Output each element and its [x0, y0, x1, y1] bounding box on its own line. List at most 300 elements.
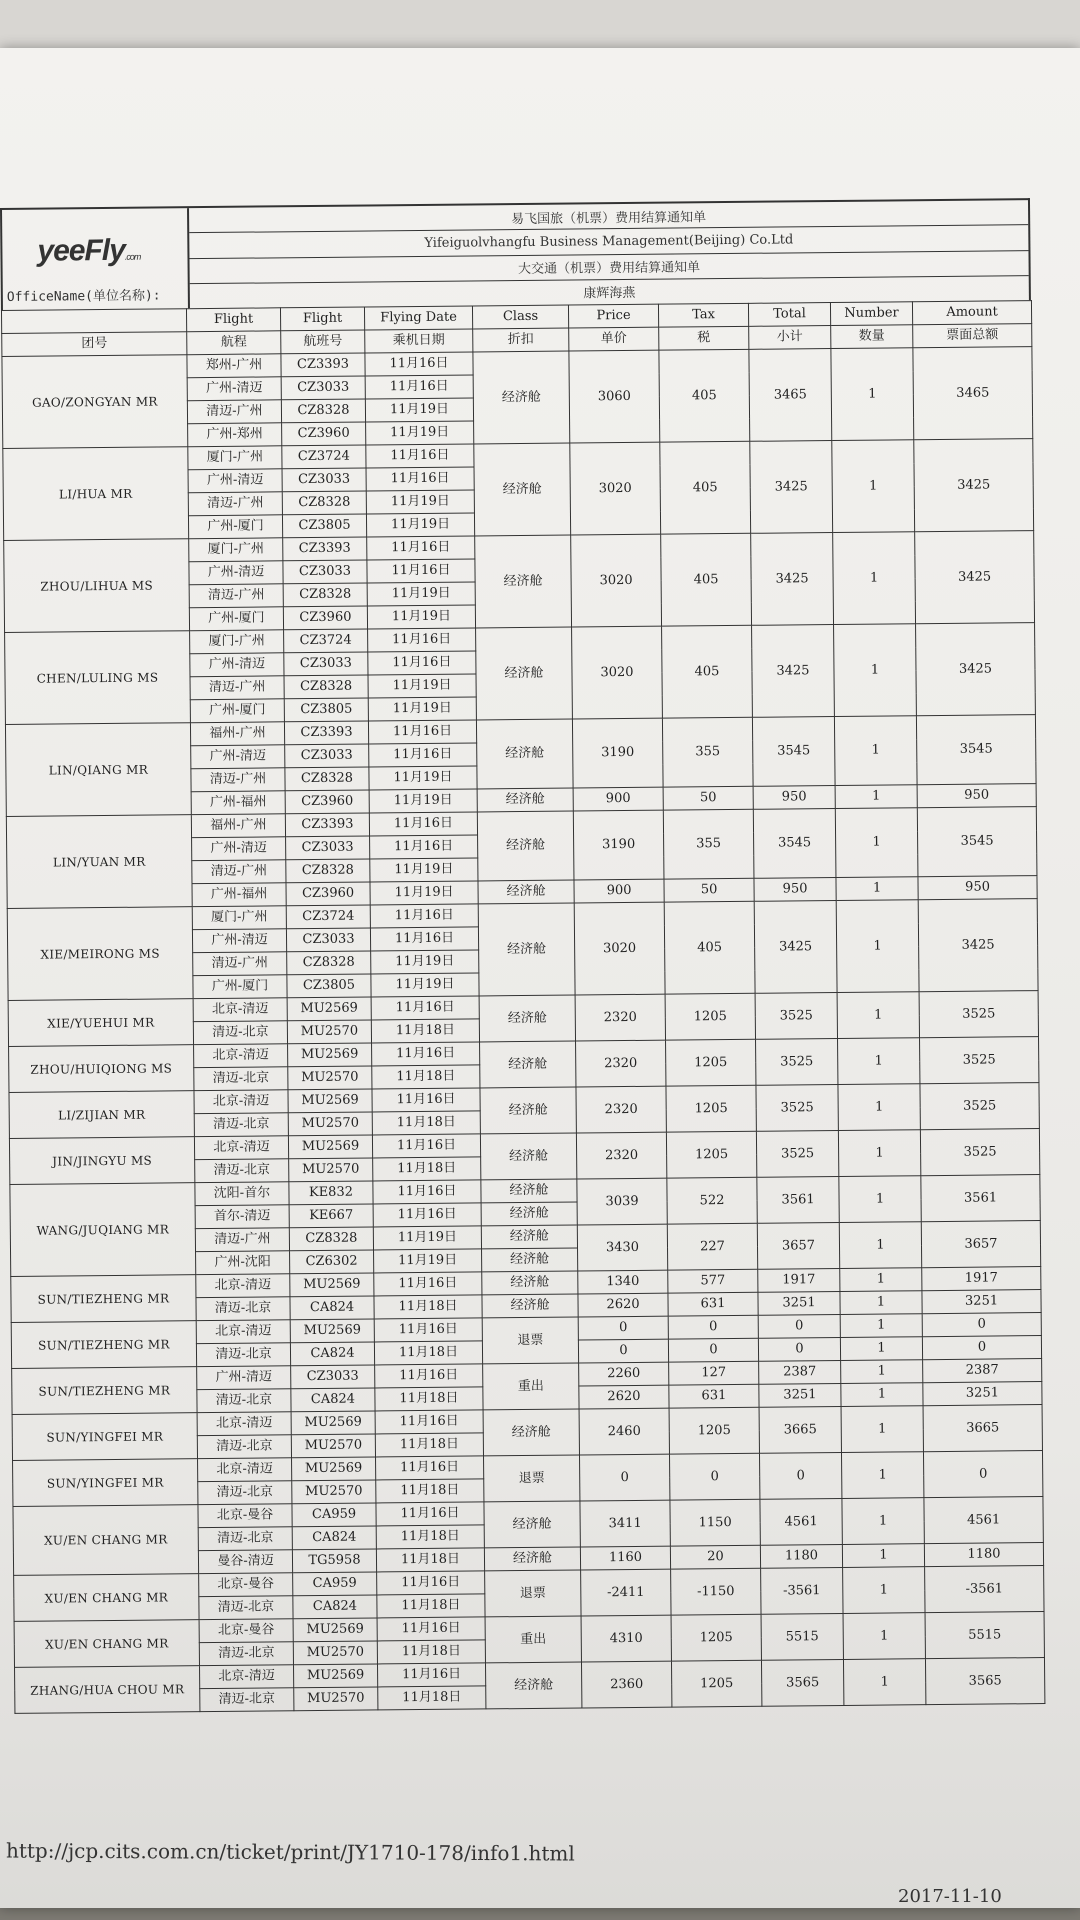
flying-date: 11月16日 — [371, 996, 479, 1020]
flying-date: 11月16日 — [370, 927, 478, 951]
flight-route: 广州-厦门 — [188, 515, 282, 539]
flight-number: MU2569 — [290, 1273, 374, 1297]
flying-date: 11月16日 — [365, 375, 473, 399]
fare-amount: 3525 — [920, 1037, 1039, 1084]
column-header-en: Flying Date — [364, 306, 472, 330]
flight-number: CZ3805 — [282, 514, 366, 538]
passenger-name: SUN/TIEZHENG MR — [12, 1367, 197, 1415]
fare-total: 3561 — [757, 1176, 839, 1223]
flight-number: CZ3393 — [283, 537, 367, 561]
flight-number: MU2570 — [288, 1066, 372, 1090]
flying-date: 11月18日 — [377, 1640, 485, 1664]
flight-route: 广州-福州 — [192, 883, 286, 907]
office-name: 康辉海燕 — [583, 286, 636, 302]
flight-number: CZ6302 — [290, 1250, 374, 1274]
fare-amount: -3561 — [925, 1566, 1044, 1613]
flight-route: 北京-清迈 — [193, 998, 287, 1022]
column-header-en — [1, 309, 186, 334]
fare-price: -2411 — [581, 1569, 671, 1616]
column-header-en: Price — [568, 304, 658, 328]
flight-route: 清迈-广州 — [193, 952, 287, 976]
passenger-name: SUN/YINGFEI MR — [13, 1459, 198, 1507]
fare-tax: 227 — [667, 1223, 757, 1270]
flying-date: 11月16日 — [376, 1502, 484, 1526]
flying-date: 11月16日 — [372, 1042, 480, 1066]
fare-amount: 3425 — [916, 623, 1036, 716]
column-header-cn: 航程 — [187, 331, 281, 355]
flight-route: 清迈-北京 — [200, 1688, 294, 1712]
fare-class: 经济舱 — [477, 811, 574, 881]
fare-class: 经济舱 — [482, 1248, 578, 1272]
flight-route: 北京-清迈 — [194, 1044, 288, 1068]
fare-class: 经济舱 — [483, 1409, 579, 1456]
fare-class: 经济舱 — [476, 627, 573, 720]
flight-number: MU2570 — [292, 1480, 376, 1504]
flying-date: 11月19日 — [369, 789, 477, 813]
column-header-cn: 数量 — [831, 325, 913, 349]
fare-total: 3251 — [759, 1383, 841, 1407]
settlement-table — [1, 300, 1045, 1714]
column-header-en: Amount — [912, 301, 1031, 325]
flight-route: 北京-清迈 — [197, 1412, 291, 1436]
fare-class: 退票 — [485, 1570, 581, 1617]
column-header-en: Class — [472, 305, 568, 329]
fare-class: 退票 — [484, 1455, 580, 1502]
flying-date: 11月18日 — [375, 1433, 483, 1457]
passenger-name: XU/EN CHANG MR — [13, 1505, 199, 1576]
flight-route: 清迈-北京 — [197, 1435, 291, 1459]
flight-number: MU2569 — [291, 1411, 375, 1435]
flight-route: 清迈-北京 — [199, 1642, 293, 1666]
flight-number: CZ3033 — [286, 928, 370, 952]
fare-price: 3020 — [570, 442, 661, 535]
document-page — [0, 48, 1080, 1908]
fare-total: 3665 — [759, 1406, 841, 1453]
flight-number: CZ8328 — [285, 767, 369, 791]
flying-date: 11月16日 — [370, 904, 478, 928]
flying-date: 11月16日 — [368, 651, 476, 675]
column-header-en: Tax — [658, 303, 748, 327]
flight-route: 厦门-广州 — [190, 630, 284, 654]
fare-class: 经济舱 — [484, 1547, 580, 1571]
fare-total: 3425 — [752, 625, 835, 718]
flying-date: 11月19日 — [367, 605, 475, 629]
fare-tax: 355 — [663, 809, 754, 879]
fare-tax: 1205 — [666, 1131, 756, 1178]
fare-number: 1 — [837, 992, 919, 1039]
flight-route: 北京-清迈 — [196, 1274, 290, 1298]
flying-date: 11月19日 — [366, 513, 474, 537]
fare-price: 2320 — [576, 1040, 666, 1087]
flying-date: 11月16日 — [374, 1272, 482, 1296]
settlement-sheet — [0, 198, 1044, 1714]
fare-number: 1 — [836, 877, 918, 901]
flight-route: 广州-郑州 — [188, 423, 282, 447]
flight-number: CA824 — [292, 1526, 376, 1550]
fare-number: 1 — [840, 1314, 922, 1338]
passenger-name: SUN/TIEZHENG MR — [11, 1275, 196, 1323]
column-header-cn: 票面总额 — [913, 324, 1032, 348]
flight-number: MU2569 — [293, 1664, 377, 1688]
flight-route: 清迈-北京 — [196, 1343, 290, 1367]
flying-date: 11月18日 — [376, 1479, 484, 1503]
flying-date: 11月19日 — [369, 766, 477, 790]
fare-amount: 3425 — [915, 531, 1035, 624]
flight-number: CZ8328 — [287, 951, 371, 975]
flying-date: 11月19日 — [367, 582, 475, 606]
fare-tax: 405 — [660, 441, 751, 534]
flying-date: 11月18日 — [375, 1387, 483, 1411]
fare-class: 经济舱 — [477, 788, 573, 812]
flying-date: 11月16日 — [375, 1410, 483, 1434]
flight-route: 清迈-北京 — [198, 1527, 292, 1551]
fare-price: 0 — [578, 1339, 668, 1363]
fare-number: 1 — [840, 1268, 922, 1292]
fare-number: 1 — [838, 1084, 920, 1131]
flight-number: CZ3960 — [283, 606, 367, 630]
fare-number: 1 — [836, 900, 919, 993]
fare-price: 3020 — [574, 902, 665, 995]
flying-date: 11月18日 — [376, 1548, 484, 1572]
fare-number: 1 — [831, 348, 914, 441]
flight-route: 清迈-广州 — [195, 1228, 289, 1252]
fare-amount: 4561 — [924, 1497, 1043, 1544]
passenger-name: SUN/TIEZHENG MR — [11, 1321, 196, 1369]
fare-total: -3561 — [761, 1567, 843, 1614]
fare-total: 950 — [754, 878, 836, 902]
fare-total: 3545 — [752, 717, 835, 787]
flight-number: MU2570 — [289, 1158, 373, 1182]
flight-route: 厦门-广州 — [188, 446, 282, 470]
fare-class: 重出 — [485, 1616, 581, 1663]
flying-date: 11月16日 — [367, 536, 475, 560]
flight-number: CZ3033 — [285, 744, 369, 768]
fare-number: 1 — [838, 1130, 920, 1177]
fare-total: 1180 — [760, 1544, 842, 1568]
fare-amount: 3545 — [917, 807, 1037, 877]
flying-date: 11月18日 — [371, 1019, 479, 1043]
fare-price: 0 — [579, 1454, 669, 1501]
flight-route: 广州-清迈 — [189, 561, 283, 585]
fare-class: 经济舱 — [475, 535, 572, 628]
fare-tax: 405 — [661, 533, 752, 626]
fare-total: 3251 — [758, 1291, 840, 1315]
flight-number: CZ8328 — [281, 399, 365, 423]
flight-route: 福州-广州 — [190, 722, 284, 746]
flight-number: CZ8328 — [289, 1227, 373, 1251]
column-header-cn: 折扣 — [473, 328, 569, 352]
fare-number: 1 — [838, 1038, 920, 1085]
fare-amount: 3251 — [923, 1382, 1042, 1406]
flying-date: 11月18日 — [374, 1295, 482, 1319]
fare-amount: 3425 — [918, 899, 1038, 992]
fare-price: 3020 — [572, 626, 663, 719]
fare-amount: 950 — [918, 876, 1037, 900]
flight-route: 福州-广州 — [191, 814, 285, 838]
fare-tax: 1205 — [671, 1614, 761, 1661]
column-header-cn: 乘机日期 — [365, 329, 473, 353]
flight-number: MU2569 — [288, 1089, 372, 1113]
passenger-name: ZHANG/HUA CHOU MR — [15, 1666, 200, 1714]
fare-total: 3565 — [761, 1659, 843, 1706]
fare-tax: 405 — [659, 349, 750, 442]
fare-total: 3425 — [754, 901, 837, 994]
flight-number: CZ3393 — [281, 353, 365, 377]
flight-number: KE832 — [289, 1181, 373, 1205]
column-header-en: Flight — [280, 307, 364, 331]
fare-price: 2320 — [576, 1086, 666, 1133]
fare-price: 2320 — [575, 994, 665, 1041]
fare-total: 3525 — [756, 1084, 838, 1131]
flight-number: CZ3393 — [285, 813, 369, 837]
flight-number: CA824 — [293, 1595, 377, 1619]
flying-date: 11月16日 — [373, 1203, 481, 1227]
fare-price: 2360 — [581, 1661, 671, 1708]
fare-price: 3190 — [573, 810, 664, 880]
fare-tax: 1205 — [666, 1039, 756, 1086]
flying-date: 11月19日 — [365, 398, 473, 422]
flight-route: 广州-清迈 — [187, 377, 281, 401]
flying-date: 11月16日 — [367, 559, 475, 583]
flight-route: 广州-清迈 — [197, 1366, 291, 1390]
flight-number: MU2569 — [288, 1135, 372, 1159]
flying-date: 11月19日 — [366, 421, 474, 445]
passenger-name: XU/EN CHANG MR — [14, 1574, 199, 1622]
fare-tax: 1205 — [671, 1660, 761, 1707]
fare-number: 1 — [834, 624, 917, 717]
flying-date: 11月16日 — [368, 628, 476, 652]
logo-cell — [2, 208, 190, 310]
flying-date: 11月16日 — [369, 812, 477, 836]
flight-route: 广州-厦门 — [193, 975, 287, 999]
passenger-name: LIN/QIANG MR — [5, 723, 191, 817]
fare-price: 4310 — [581, 1615, 671, 1662]
flying-date: 11月19日 — [368, 697, 476, 721]
flight-number: CA824 — [291, 1388, 375, 1412]
column-header-cn: 单价 — [569, 327, 659, 351]
fare-number: 1 — [833, 532, 916, 625]
fare-number: 1 — [839, 1176, 921, 1223]
fare-amount: 3525 — [920, 1129, 1039, 1176]
fare-class: 经济舱 — [481, 1202, 577, 1226]
fare-tax: 1205 — [669, 1407, 759, 1454]
fare-class: 经济舱 — [482, 1271, 578, 1295]
footer-url: http://jcp.cits.com.cn/ticket/print/JY1710-178/info1.html — [5, 1838, 575, 1866]
fare-class: 经济舱 — [484, 1501, 580, 1548]
flight-route: 广州-厦门 — [190, 699, 284, 723]
flying-date: 11月16日 — [370, 835, 478, 859]
fare-price: 2320 — [576, 1132, 666, 1179]
fare-price: 2620 — [579, 1385, 669, 1409]
fare-number: 1 — [841, 1406, 923, 1453]
flying-date: 11月19日 — [368, 674, 476, 698]
flight-number: CZ3033 — [282, 468, 366, 492]
flight-number: MU2570 — [294, 1687, 378, 1711]
flight-number: MU2569 — [293, 1618, 377, 1642]
flying-date: 11月16日 — [366, 467, 474, 491]
flight-route: 清迈-广州 — [188, 492, 282, 516]
fare-number: 1 — [840, 1291, 922, 1315]
flight-route: 广州-清迈 — [190, 653, 284, 677]
column-header-en: Number — [830, 302, 912, 326]
flight-route: 厦门-广州 — [192, 906, 286, 930]
fare-class: 重出 — [483, 1363, 579, 1410]
passenger-name: XIE/MEIRONG MS — [7, 907, 193, 1001]
fare-tax: 0 — [668, 1315, 758, 1339]
yeefly-logo: yeeFly.com — [37, 233, 141, 268]
fare-tax: 631 — [669, 1384, 759, 1408]
flying-date: 11月18日 — [373, 1157, 481, 1181]
flight-route: 北京-清迈 — [200, 1665, 294, 1689]
flight-number: CZ3960 — [285, 790, 369, 814]
fare-price: 1160 — [580, 1546, 670, 1570]
fare-class: 经济舱 — [476, 719, 573, 789]
flight-route: 北京-曼谷 — [199, 1619, 293, 1643]
flight-number: MU2569 — [288, 1043, 372, 1067]
fare-total: 3545 — [753, 809, 836, 879]
flight-route: 沈阳-首尔 — [195, 1182, 289, 1206]
column-header-cn: 税 — [659, 326, 749, 350]
fare-tax: 20 — [670, 1545, 760, 1569]
flying-date: 11月18日 — [372, 1111, 480, 1135]
fare-amount: 3525 — [919, 991, 1038, 1038]
flight-number: MU2570 — [293, 1641, 377, 1665]
fare-number: 1 — [841, 1383, 923, 1407]
fare-class: 经济舱 — [481, 1179, 577, 1203]
flight-route: 郑州-广州 — [187, 354, 281, 378]
fare-amount: 2387 — [923, 1359, 1042, 1383]
passenger-name: LI/HUA MR — [3, 447, 189, 541]
flight-number: CZ3805 — [287, 974, 371, 998]
flight-route: 广州-福州 — [191, 791, 285, 815]
fare-amount: 950 — [917, 784, 1036, 808]
flight-route: 清迈-广州 — [192, 860, 286, 884]
flying-date: 11月19日 — [370, 858, 478, 882]
passenger-name: LIN/YUAN MR — [6, 815, 192, 909]
office-label: OfficeName(单位名称): — [6, 288, 161, 305]
flight-number: CZ3393 — [284, 721, 368, 745]
flight-number: TG5958 — [292, 1549, 376, 1573]
passenger-name: LI/ZIJIAN MR — [9, 1091, 194, 1139]
fare-class: 经济舱 — [478, 903, 575, 996]
flight-route: 清迈-广州 — [187, 400, 281, 424]
flying-date: 11月16日 — [373, 1180, 481, 1204]
column-header-cn: 小计 — [749, 326, 831, 350]
flying-date: 11月18日 — [378, 1686, 486, 1710]
fare-price: 3190 — [572, 718, 663, 788]
fare-tax: -1150 — [671, 1568, 761, 1615]
flight-number: CZ3033 — [286, 836, 370, 860]
fare-total: 2387 — [759, 1360, 841, 1384]
document-header — [0, 198, 1031, 310]
flight-number: CZ3033 — [291, 1365, 375, 1389]
footer-date: 2017-11-10 — [898, 1886, 1002, 1907]
passenger-name: ZHOU/LIHUA MS — [4, 539, 190, 633]
flying-date: 11月16日 — [377, 1617, 485, 1641]
flight-number: MU2570 — [288, 1112, 372, 1136]
flight-route: 北京-曼谷 — [199, 1573, 293, 1597]
fare-tax: 0 — [669, 1453, 759, 1500]
fare-number: 1 — [843, 1613, 925, 1660]
flight-route: 广州-清迈 — [192, 837, 286, 861]
flight-number: CZ3724 — [286, 905, 370, 929]
column-header-en: Flight — [186, 308, 280, 332]
flight-number: CZ3033 — [284, 652, 368, 676]
flying-date: 11月19日 — [374, 1249, 482, 1273]
passenger-name: GAO/ZONGYAN MR — [2, 355, 188, 449]
title-cn: 易飞国旅（机票）费用结算通知单 — [189, 200, 1028, 233]
column-header-cn: 航班号 — [281, 330, 365, 354]
column-header-cn: 团号 — [2, 332, 187, 357]
fare-number: 1 — [843, 1659, 925, 1706]
fare-amount: 1180 — [924, 1543, 1043, 1567]
flight-number: MU2570 — [291, 1434, 375, 1458]
fare-total: 3465 — [749, 349, 832, 442]
fare-total: 1917 — [758, 1268, 840, 1292]
fare-total: 3425 — [750, 441, 833, 534]
flying-date: 11月19日 — [370, 881, 478, 905]
fare-number: 1 — [832, 440, 915, 533]
fare-number: 1 — [842, 1498, 924, 1545]
fare-class: 经济舱 — [478, 880, 574, 904]
flying-date: 11月16日 — [365, 352, 473, 376]
flight-number: KE667 — [289, 1204, 373, 1228]
fare-class: 经济舱 — [482, 1294, 578, 1318]
flying-date: 11月19日 — [371, 973, 479, 997]
fare-amount: 3565 — [925, 1658, 1044, 1705]
passenger-name: XIE/YUEHUI MR — [8, 999, 193, 1047]
fare-total: 0 — [758, 1337, 840, 1361]
flight-number: CZ8328 — [286, 859, 370, 883]
flight-route: 清迈-北京 — [194, 1113, 288, 1137]
subtitle: 大交通（机票）费用结算通知单 — [189, 251, 1028, 284]
fare-amount: 3561 — [921, 1175, 1040, 1222]
flight-route: 北京-清迈 — [194, 1136, 288, 1160]
flying-date: 11月19日 — [366, 490, 474, 514]
fare-tax: 50 — [663, 786, 753, 810]
fare-class: 经济舱 — [473, 351, 570, 444]
flying-date: 11月16日 — [377, 1663, 485, 1687]
flight-route: 清迈-北京 — [197, 1389, 291, 1413]
flying-date: 11月19日 — [373, 1226, 481, 1250]
fare-tax: 631 — [668, 1292, 758, 1316]
flying-date: 11月16日 — [369, 743, 477, 767]
flight-route: 北京-曼谷 — [198, 1504, 292, 1528]
fare-tax: 1205 — [665, 993, 755, 1040]
passenger-name: ZHOU/HUIQIONG MS — [9, 1045, 194, 1093]
flying-date: 11月19日 — [371, 950, 479, 974]
passenger-name: XU/EN CHANG MR — [14, 1620, 199, 1668]
fare-amount: 3525 — [920, 1083, 1039, 1130]
flying-date: 11月18日 — [374, 1341, 482, 1365]
fare-amount: 3545 — [916, 715, 1036, 785]
flying-date: 11月16日 — [372, 1134, 480, 1158]
flying-date: 11月16日 — [366, 444, 474, 468]
fare-tax: 405 — [662, 625, 753, 718]
flight-route: 清迈-广州 — [191, 768, 285, 792]
fare-total: 5515 — [761, 1613, 843, 1660]
flying-date: 11月16日 — [375, 1364, 483, 1388]
fare-tax: 50 — [664, 878, 754, 902]
flight-route: 清迈-北京 — [199, 1596, 293, 1620]
flight-route: 广州-沈阳 — [196, 1251, 290, 1275]
fare-class: 经济舱 — [474, 443, 571, 536]
fare-tax: 577 — [668, 1269, 758, 1293]
flight-number: MU2569 — [292, 1457, 376, 1481]
fare-total: 3525 — [756, 1038, 838, 1085]
flight-number: CZ8328 — [283, 583, 367, 607]
flying-date: 11月16日 — [374, 1318, 482, 1342]
